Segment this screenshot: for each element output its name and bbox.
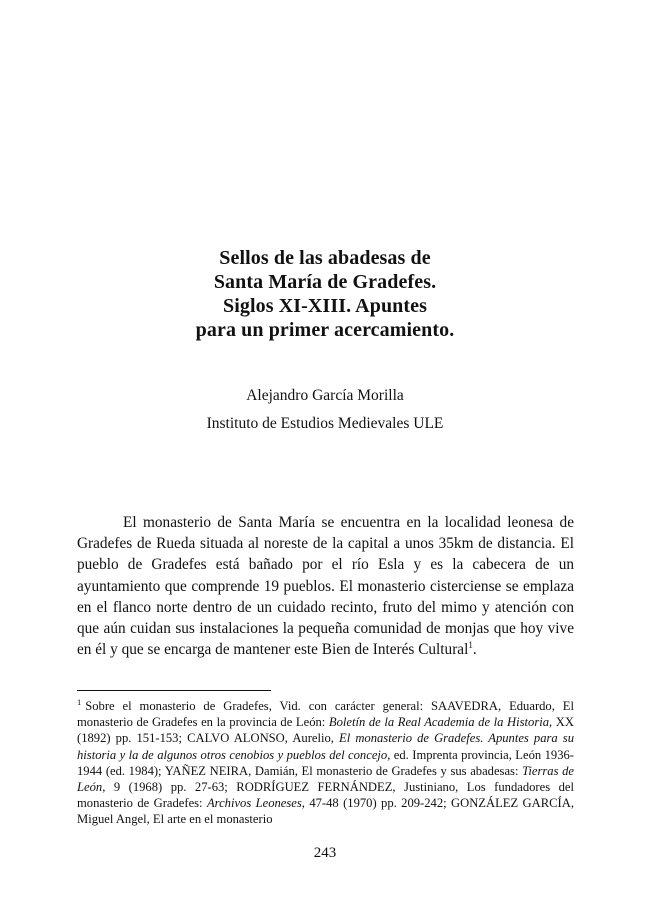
- article-title: [0, 246, 650, 342]
- page-number: 243: [313, 845, 337, 861]
- author-institution: Instituto de Estudios Medievales ULE: [206, 415, 444, 432]
- author-name: Alejandro García Morilla: [246, 387, 404, 404]
- footnote-segment-italic: Boletín de la Real Academia de la Historia: [328, 715, 550, 730]
- title-line-1: Sellos de las abadesas de: [219, 247, 431, 269]
- footnote-segment: , ed. Imprenta provincia, León 1936-1944 (ed. 1984); YAÑEZ NEIRA, Damián, El monasterio de Gradefes y sus abadesas:: [77, 747, 574, 778]
- footnote-segment: Sobre el monasterio de Gradefes, Vid. con carácter general: SAAVEDRA, Eduardo, El monasterio de Gradefes en la provincia de León:: [77, 699, 574, 730]
- footnote-segment: , XX (1892) pp. 151-153; CALVO ALONSO, Aurelio,: [77, 715, 574, 746]
- footnote-separator: [77, 690, 271, 691]
- body-paragraph-text: El monasterio de Santa María se encuentra en la localidad leonesa de Gradefes de Rueda situada al noreste de la capital a unos 35km de distancia. El pueblo de Gradefes está bañado por el río Esla y es la cabecera de un ayuntamiento que comprende 19 pueblos. El monasterio cisterciense se emplaza en el flanco norte dentro de un cuidado recinto, fruto del mimo y atención con que aún cuidan sus instalaciones la pequeña comunidad de monjas que hoy vive en él y que se encarga de mantener este Bien de Interés Cultural: [77, 514, 574, 659]
- footnote-segment-italic: Tierras de León: [77, 763, 574, 795]
- body-paragraph-end: .: [472, 641, 477, 659]
- footnote-segment-italic: Archivos Leoneses: [206, 796, 302, 811]
- footnote-mark: 1: [77, 696, 82, 707]
- footnote-segment: , 9 (1968) pp. 27-63; RODRÍGUEZ FERNÁNDEZ, Justiniano, Los fundadores del monasterio de Gradefes:: [77, 780, 574, 811]
- footnote-segment-italic: El monasterio de Gradefes. Apuntes para su historia y la de algunos otros cenobios y pueblos del concejo: [77, 731, 574, 762]
- footnote-reference[interactable]: 1: [468, 640, 473, 651]
- title-line-2: Santa María de Gradefes.: [213, 271, 437, 293]
- footnote-segment: , 47-48 (1970) pp. 209-242; GONZÁLEZ GARCÍA, Miguel Angel, El arte en el monasterio: [77, 796, 574, 827]
- body-paragraph: [77, 512, 574, 660]
- title-line-4: para un primer acercamiento.: [195, 319, 455, 341]
- footnote-1: [77, 698, 574, 828]
- title-line-3: Siglos XI-XIII. Apuntes: [222, 295, 428, 317]
